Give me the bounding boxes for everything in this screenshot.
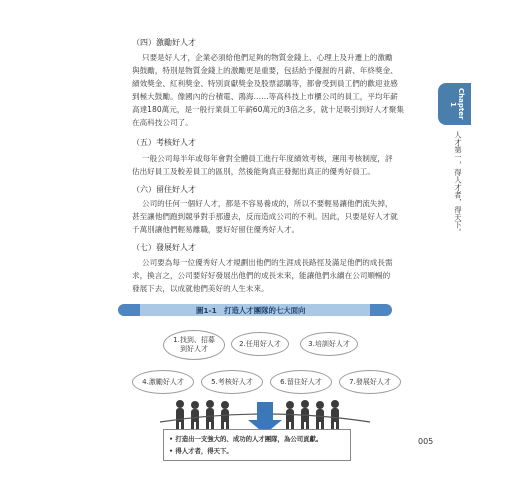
chapter-side-title: 人才第一，得人才者，得天下。: [454, 131, 463, 236]
s5-line-2: 估出好員工及較差員工的區別，然後能夠真正發掘出真正的優秀好員工。: [132, 167, 375, 176]
s7-line-3: 發展下去，以成就他們美好的人生未來。: [132, 284, 269, 293]
s4-line-4: 到極大鼓勵。像國內的台積電、鴻海……等高科技上市櫃公司的員工，平均年薪: [132, 92, 398, 101]
s6-line-2: 甚至讓他們跑到競爭對手那邊去，反而造成公司的不利。因此，只要是好人才就: [132, 212, 398, 221]
summary-bullet-2: • 得人才者，得天下。: [169, 447, 233, 455]
oval-train-talent-label: 3.培訓好人才: [308, 339, 350, 348]
person-icon: [191, 401, 199, 430]
s5-line-1: 一般公司每半年或每年會對全體員工進行年度績效考核，運用考核制度，評: [142, 154, 393, 163]
person-icon: [206, 400, 214, 430]
oval-retain-talent: [270, 370, 332, 394]
section-5-heading: （五）考核好人才: [132, 138, 196, 147]
page-number: 005: [418, 437, 434, 446]
figure-title: 圖1-1 打造人才團隊的七大面向: [196, 306, 306, 315]
s4-line-2: 與鼓勵，特別是物質金錢上的激勵更是重要，包括給予優渥的月薪、年終獎金、: [132, 66, 398, 75]
section-4-heading: （四）激勵好人才: [132, 38, 196, 47]
oval-evaluate-talent: [201, 370, 263, 394]
oval-develop-talent-label: 7.發展好人才: [349, 377, 391, 386]
oval-motivate-talent-label: 4.激勵好人才: [142, 377, 184, 386]
oval-evaluate-talent-label: 5.考核好人才: [211, 377, 253, 386]
oval-motivate-talent: [132, 370, 194, 394]
summary-bullet-1-text: 打造出一支強大的、成功的人才團隊，為公司貢獻。: [175, 435, 323, 443]
summary-bullet-2-text: 得人才者，得天下。: [175, 447, 233, 455]
oval-develop-talent: [339, 370, 401, 394]
s4-line-3: 績效獎金、紅利獎金、特別貢獻獎金及股票認購等，都會受到員工們的歡迎並感: [132, 79, 398, 88]
section-7-heading: （七）發展好人才: [132, 243, 196, 252]
s4-line-6: 在高科技公司了。: [132, 118, 193, 127]
s4-line-5: 高達180萬元，是一般行業員工年薪60萬元的3倍之多，就十足吸引到好人才聚集: [132, 105, 404, 114]
oval-use-talent-label: 2.任用好人才: [239, 339, 281, 348]
oval-retain-talent-label: 6.留住好人才: [280, 377, 322, 386]
section-6-heading: （六）留住好人才: [132, 185, 196, 194]
chapter-label: Chapter 1: [449, 88, 465, 120]
s6-line-3: 千萬別讓他們輕易離職，要好好留住優秀好人才。: [132, 225, 300, 234]
s6-line-1: 公司的任何一個好人才，都是不容易養成的，所以不要輕易讓他們流失掉，: [142, 199, 393, 208]
person-icon: [331, 400, 339, 430]
summary-bullet-1: • 打造出一支強大的、成功的人才團隊，為公司貢獻。: [169, 435, 323, 443]
oval-find-talent: [163, 330, 225, 360]
s7-line-2: 求，換言之，公司要好好發展出他們的成長未來，能讓他們永續在公司順暢的: [132, 271, 391, 280]
oval-find-talent-label: 1.找到、招募到好人才: [173, 336, 215, 353]
person-icon: [286, 401, 294, 430]
oval-train-talent: [300, 332, 358, 356]
oval-use-talent: [231, 332, 289, 356]
person-icon: [176, 400, 184, 430]
s4-line-1: 只要是好人才，企業必須給他們足夠的物質金錢上、心理上及升遷上的激勵: [142, 53, 393, 62]
s7-line-1: 公司要為每一位優秀好人才規劃出他們的生涯成長路徑及滿足他們的成長需: [142, 258, 393, 267]
